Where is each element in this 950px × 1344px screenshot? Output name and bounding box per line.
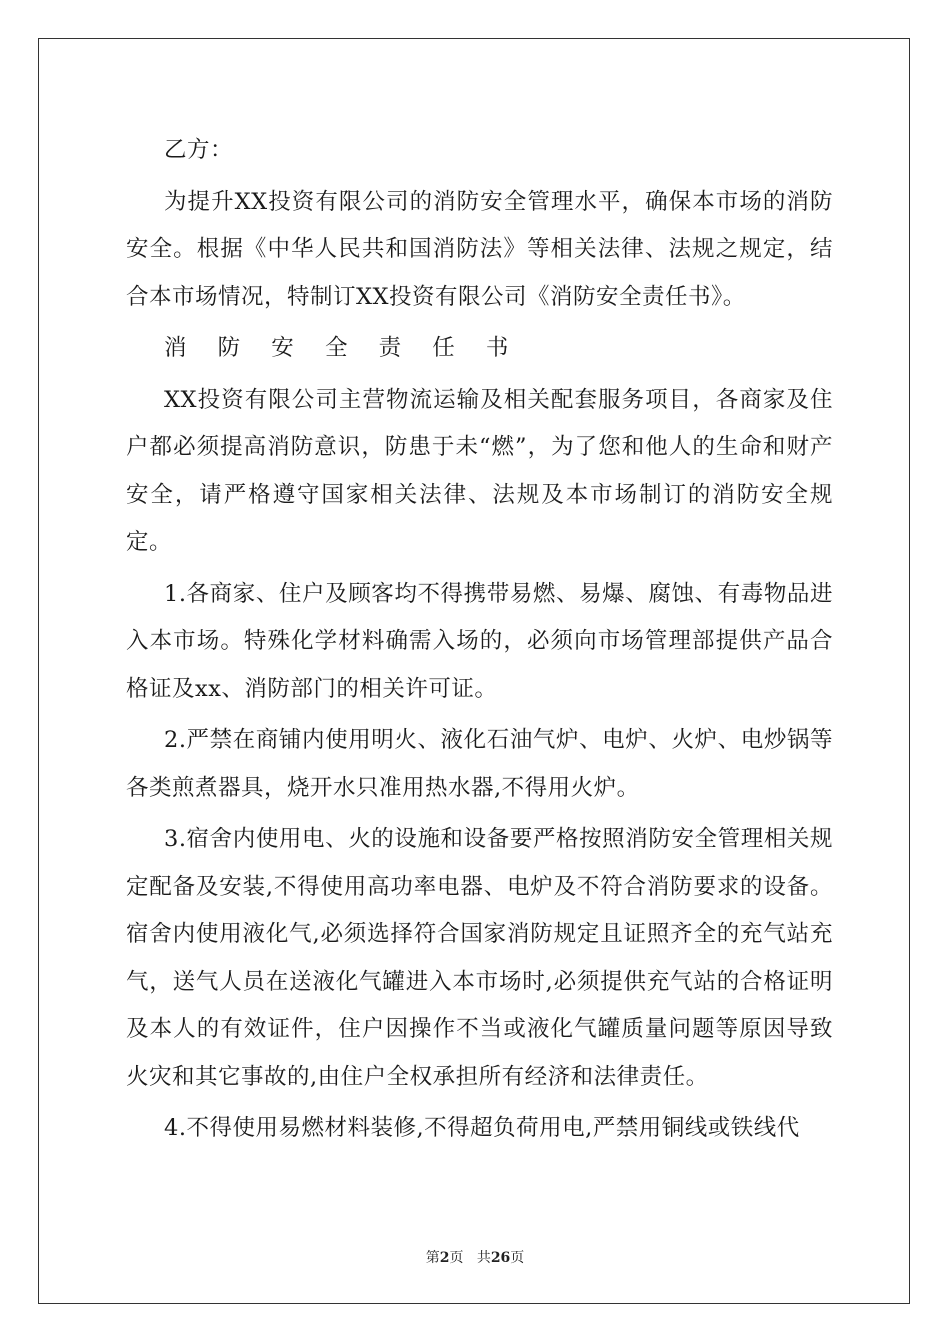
footer-total-pages: 26	[490, 1250, 511, 1266]
footer-prefix: 第	[425, 1250, 440, 1266]
company-paragraph: XX投资有限公司主营物流运输及相关配套服务项目，各商家及住户都必须提高消防意识，防患于未“燃”，为了您和他人的生命和财产安全，请严格遵守国家相关法律、法规及本市场制订的消防安全规定。	[126, 386, 833, 555]
intro-paragraph: 为提升XX投资有限公司的消防安全管理水平，确保本市场的消防安全。根据《中华人民共和国消防法》等相关法律、法规之规定，结合本市场情况，特制订XX投资有限公司《消防安全责任书》。	[126, 188, 833, 310]
clause-2: 2.严禁在商铺内使用明火、液化石油气炉、电炉、火炉、电炒锅等各类煎煮器具，烧开水只准用热水器,不得用火炉。	[126, 727, 833, 801]
document-heading: 消 防 安 全 责 任 书	[164, 335, 521, 361]
page-footer	[0, 1247, 950, 1267]
party-b-line: 乙方：	[164, 137, 234, 163]
clause-3: 3.宿舍内使用电、火的设施和设备要严格按照消防安全管理相关规定配备及安装,不得使用高功率电器、电炉及不符合消防要求的设备。宿舍内使用液化气,必须选择符合国家消防规定且证照齐全的充气站充气，送气人员在送液化气罐进入本市场时,必须提供充气站的合格证明及本人的有效证件，住户因操作不当或液化气罐质量问题等原因导致火灾和其它事故的,由住户全权承担所有经济和法律责任。	[126, 826, 833, 1090]
footer-total-prefix: 共	[476, 1250, 491, 1266]
footer-page-suffix: 页	[449, 1250, 464, 1266]
document-body	[126, 127, 833, 1157]
footer-current-page: 2	[439, 1250, 450, 1266]
clause-4: 4.不得使用易燃材料装修,不得超负荷用电,严禁用铜线或铁线代	[164, 1115, 800, 1141]
footer-total-suffix: 页	[510, 1250, 525, 1266]
clause-1: 1.各商家、住户及顾客均不得携带易燃、易爆、腐蚀、有毒物品进入本市场。特殊化学材料确需入场的，必须向市场管理部提供产品合格证及xx、消防部门的相关许可证。	[126, 580, 833, 702]
